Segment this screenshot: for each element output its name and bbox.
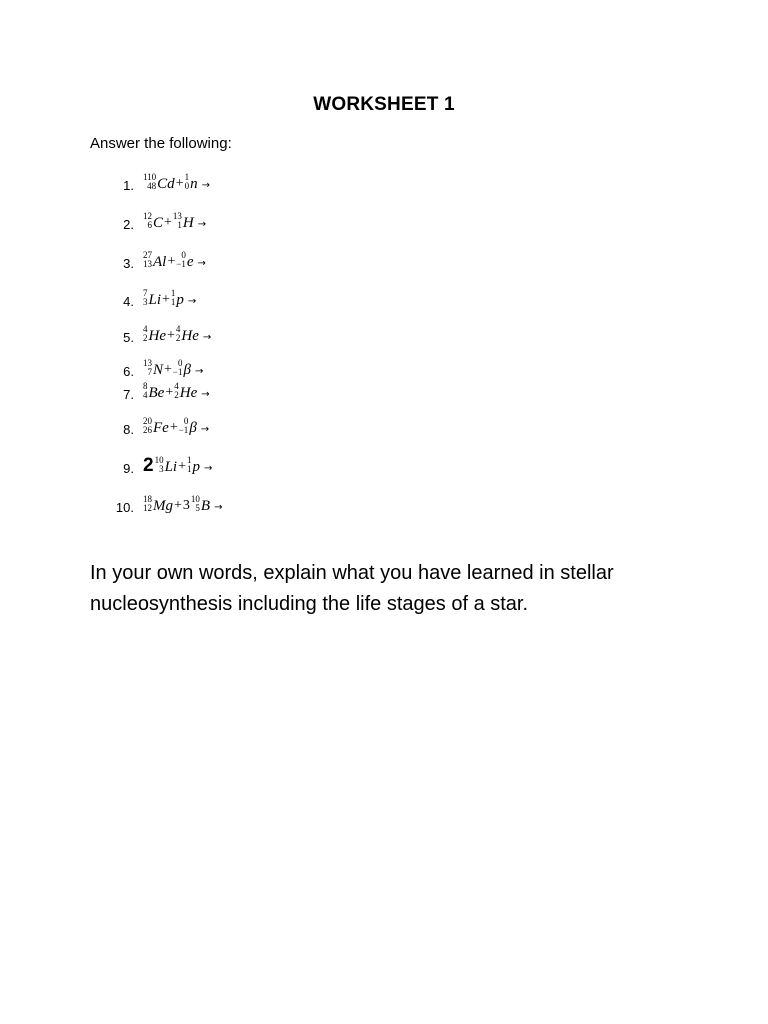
- element-symbol: e: [186, 253, 194, 270]
- mass-number: 110: [143, 172, 157, 182]
- mass-number: 0: [181, 250, 186, 260]
- nuclide: [176, 325, 199, 343]
- mass-number: 7: [143, 288, 148, 298]
- atomic-number: −1: [172, 367, 183, 377]
- problem-number: 10.: [115, 499, 134, 515]
- atomic-number: 1: [187, 464, 192, 474]
- problem-number: 4.: [123, 293, 134, 309]
- nuclide: [173, 359, 191, 377]
- atomic-number: 12: [143, 503, 152, 513]
- nuclear-equation: [143, 382, 210, 400]
- reaction-arrow: →: [197, 257, 206, 269]
- plus-operator: +: [178, 459, 186, 474]
- mass-atomic-stack: [173, 359, 183, 377]
- nuclide: [171, 289, 184, 307]
- mass-atomic-stack: [143, 382, 148, 400]
- plus-operator: +: [165, 385, 174, 400]
- mass-number: 1: [187, 455, 192, 465]
- plus-operator: +: [162, 292, 170, 307]
- nuclear-equation: [143, 417, 209, 435]
- reaction-arrow: →: [214, 501, 223, 513]
- reaction-arrow: →: [202, 331, 212, 343]
- problem-number: 5.: [123, 329, 134, 345]
- plus-operator: +: [167, 254, 176, 269]
- plus-operator: +: [175, 176, 184, 191]
- mass-atomic-stack: [143, 212, 152, 230]
- atomic-number: 3: [159, 464, 164, 474]
- reaction-arrow: →: [187, 295, 197, 307]
- element-symbol: N: [153, 361, 164, 378]
- problem-number: 3.: [123, 255, 134, 271]
- nuclide: [173, 212, 194, 230]
- mass-atomic-stack: [173, 212, 182, 230]
- atomic-number: 1: [177, 220, 182, 230]
- plus-operator: +: [164, 215, 172, 230]
- mass-number: 27: [143, 250, 152, 260]
- nuclear-equation: [143, 359, 203, 377]
- atomic-number: 5: [195, 503, 200, 513]
- mass-atomic-stack: [155, 456, 164, 474]
- element-symbol: H: [182, 214, 194, 231]
- mass-atomic-stack: [143, 417, 152, 435]
- problem-number: 1.: [123, 177, 134, 193]
- mass-atomic-stack: [176, 325, 181, 343]
- nuclide: [185, 173, 198, 191]
- mass-atomic-stack: [191, 495, 200, 513]
- mass-number: 8: [143, 381, 148, 391]
- element-symbol: p: [192, 458, 200, 475]
- problem-number: 6.: [123, 363, 134, 379]
- mass-number: 4: [174, 381, 179, 391]
- mass-atomic-stack: [143, 251, 152, 269]
- mass-number: 10: [190, 494, 200, 504]
- nuclear-equation: [143, 212, 206, 230]
- mass-atomic-stack: [143, 173, 156, 191]
- nuclear-equation: [143, 454, 212, 476]
- atomic-number: −1: [178, 425, 189, 435]
- essay-question: In your own words, explain what you have learned in stellar nucleosynthesis including the life stages of a star.: [90, 562, 614, 615]
- nuclide: [143, 417, 169, 435]
- element-symbol: He: [148, 327, 166, 344]
- mass-number: 12: [143, 211, 152, 221]
- coefficient: 3: [182, 498, 190, 513]
- mass-number: 0: [178, 358, 183, 368]
- problem-item: [110, 286, 196, 310]
- nuclear-equation: [143, 289, 196, 307]
- mass-atomic-stack: [143, 325, 148, 343]
- element-symbol: Li: [164, 458, 178, 475]
- atomic-number: 2: [174, 390, 179, 400]
- element-symbol: Fe: [153, 419, 169, 436]
- mass-atomic-stack: [171, 289, 176, 307]
- element-symbol: He: [179, 384, 198, 401]
- problem-item: [110, 379, 210, 403]
- nuclide: [187, 456, 200, 474]
- nuclide: [143, 325, 166, 343]
- atomic-number: 2: [143, 333, 148, 343]
- mass-atomic-stack: [179, 417, 189, 435]
- nuclide: [143, 289, 161, 307]
- atomic-number: 6: [147, 220, 152, 230]
- nuclide: [143, 173, 175, 191]
- mass-atomic-stack: [174, 382, 179, 400]
- atomic-number: −1: [176, 259, 186, 269]
- reaction-arrow: →: [200, 423, 210, 435]
- mass-atomic-stack: [143, 359, 152, 377]
- problem-item: [110, 322, 211, 346]
- element-symbol: p: [176, 291, 184, 308]
- problem-number: 9.: [123, 460, 134, 476]
- plus-operator: +: [167, 328, 175, 343]
- element-symbol: He: [181, 327, 199, 344]
- plus-operator: +: [164, 362, 172, 377]
- nuclide: [143, 251, 166, 269]
- mass-atomic-stack: [187, 456, 192, 474]
- mass-number: 4: [143, 324, 148, 334]
- coefficient: 2: [143, 455, 154, 476]
- element-symbol: B: [200, 497, 211, 514]
- element-symbol: β: [189, 419, 197, 436]
- mass-number: 13: [172, 211, 182, 221]
- problem-item: [110, 492, 222, 516]
- nuclear-equation: [143, 251, 206, 269]
- problem-item: [110, 453, 212, 477]
- mass-number: 10: [154, 455, 164, 465]
- reaction-arrow: →: [201, 388, 210, 400]
- problem-number: 8.: [123, 421, 134, 437]
- mass-number: 18: [143, 494, 152, 504]
- element-symbol: Be: [148, 384, 165, 401]
- problem-item: [110, 209, 206, 233]
- problem-number: 7.: [123, 386, 134, 402]
- problem-item: [110, 170, 210, 194]
- element-symbol: Cd: [157, 175, 175, 192]
- atomic-number: 13: [143, 259, 152, 269]
- reaction-arrow: →: [204, 462, 213, 474]
- element-symbol: Li: [148, 291, 162, 308]
- page-title: WORKSHEET 1: [313, 94, 455, 115]
- mass-number: 4: [175, 324, 181, 334]
- atomic-number: 26: [143, 425, 152, 435]
- atomic-number: 0: [184, 181, 190, 191]
- nuclide: [143, 454, 177, 476]
- atomic-number: 2: [175, 333, 181, 343]
- reaction-arrow: →: [194, 365, 204, 377]
- problem-number: 2.: [123, 216, 134, 232]
- atomic-number: 7: [147, 367, 152, 377]
- nuclide: [143, 212, 163, 230]
- nuclide: [176, 251, 193, 269]
- element-symbol: n: [190, 175, 198, 192]
- instructions: Answer the following:: [90, 135, 232, 152]
- element-symbol: Mg: [153, 497, 173, 514]
- nuclear-equation: [143, 495, 222, 513]
- mass-number: 0: [183, 416, 189, 426]
- plus-operator: +: [174, 498, 182, 513]
- mass-atomic-stack: [185, 173, 190, 191]
- element-symbol: Al: [153, 253, 167, 270]
- nuclide: [143, 382, 164, 400]
- mass-atomic-stack: [143, 495, 152, 513]
- mass-atomic-stack: [143, 289, 148, 307]
- reaction-arrow: →: [197, 218, 207, 230]
- nuclide: [179, 417, 197, 435]
- atomic-number: 4: [143, 390, 148, 400]
- mass-number: 1: [170, 288, 176, 298]
- atomic-number: 1: [170, 297, 176, 307]
- nuclide: [143, 359, 163, 377]
- nuclear-equation: [143, 325, 211, 343]
- mass-number: 1: [184, 172, 190, 182]
- mass-atomic-stack: [176, 251, 186, 269]
- element-symbol: C: [153, 214, 164, 231]
- atomic-number: 3: [143, 297, 148, 307]
- nuclide: [143, 495, 173, 513]
- problem-item: [110, 356, 203, 380]
- atomic-number: 48: [147, 181, 157, 191]
- reaction-arrow: →: [201, 179, 210, 191]
- mass-number: 13: [143, 358, 152, 368]
- problem-item: [110, 248, 206, 272]
- plus-operator: +: [169, 420, 178, 435]
- nuclide: [174, 382, 197, 400]
- mass-number: 20: [143, 416, 152, 426]
- nuclide: [183, 495, 210, 513]
- nuclear-equation: [143, 173, 210, 191]
- problem-item: [110, 414, 209, 438]
- element-symbol: β: [183, 361, 191, 378]
